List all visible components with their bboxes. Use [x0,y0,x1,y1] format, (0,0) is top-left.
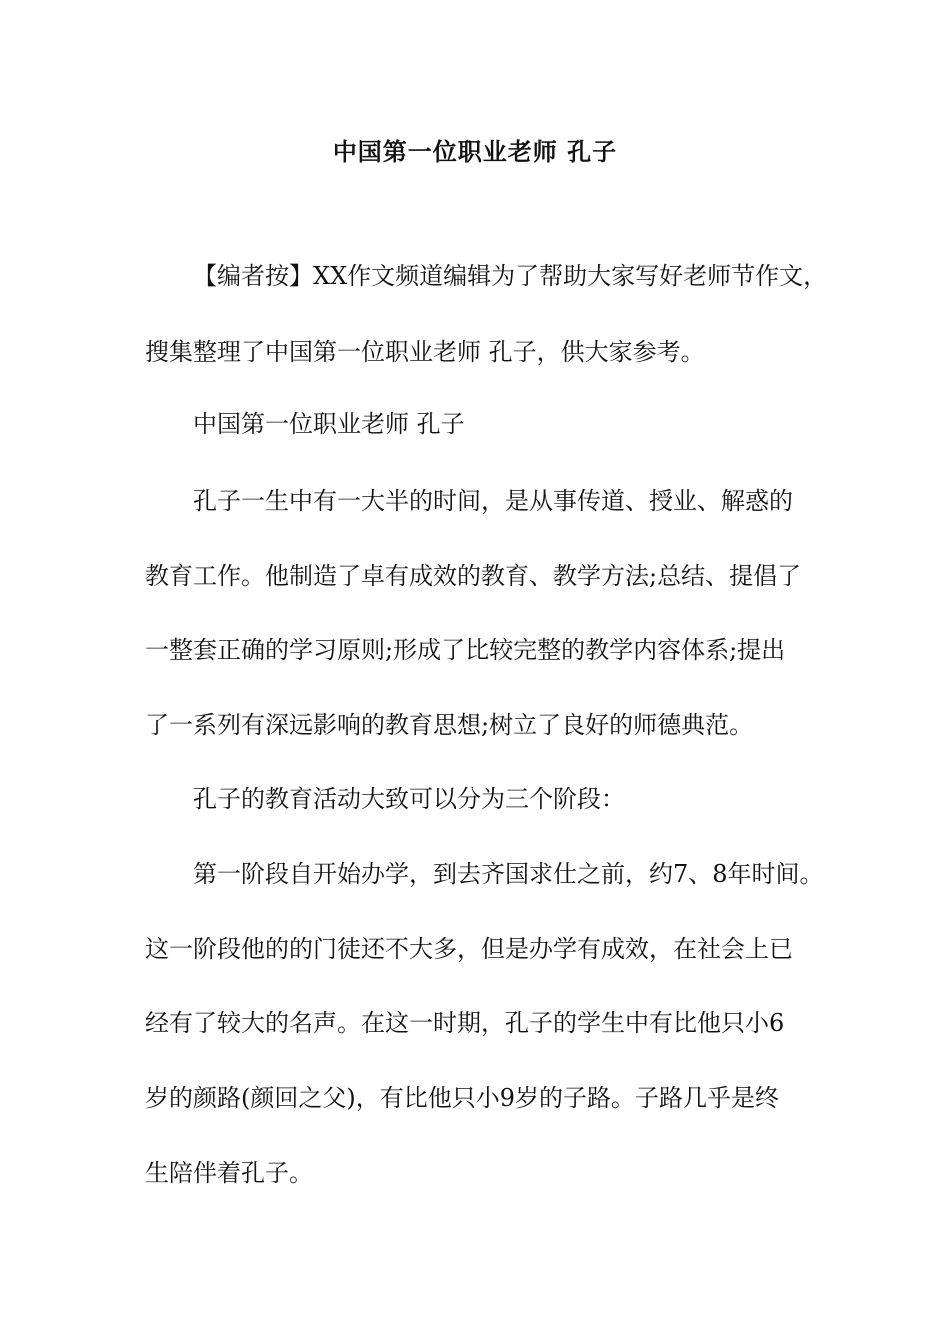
paragraph-line: 经有了较大的名声。在这一时期，孔子的学生中有比他只小6 [145,1009,785,1037]
paragraph-line: 搜集整理了中国第一位职业老师 孔子，供大家参考。 [145,338,705,366]
paragraph-line: 孔子的教育活动大致可以分为三个阶段： [193,785,625,813]
paragraph-line: 生陪伴着孔子。 [145,1159,313,1187]
paragraph-line: 一整套正确的学习原则;形成了比较完整的教学内容体系;提出 [145,636,786,664]
section-heading: 中国第一位职业老师 孔子 [193,410,465,438]
paragraph-line: 这一阶段他的的门徒还不大多，但是办学有成效，在社会上已 [145,935,793,963]
paragraph-line: 了一系列有深远影响的教育思想;树立了良好的师德典范。 [145,711,754,739]
paragraph-line: 教育工作。他制造了卓有成效的教育、教学方法;总结、提倡了 [145,562,802,590]
paragraph-line: 【编者按】XX作文频道编辑为了帮助大家写好老师节作文， [193,262,828,290]
paragraph-line: 岁的颜路(颜回之父)，有比他只小9岁的子路。子路几乎是终 [145,1084,779,1112]
paragraph-line: 第一阶段自开始办学，到去齐国求仕之前，约7、8年时间。 [193,860,824,888]
document-title: 中国第一位职业老师 孔子 [332,137,618,166]
paragraph-line: 孔子一生中有一大半的时间，是从事传道、授业、解惑的 [193,487,793,515]
